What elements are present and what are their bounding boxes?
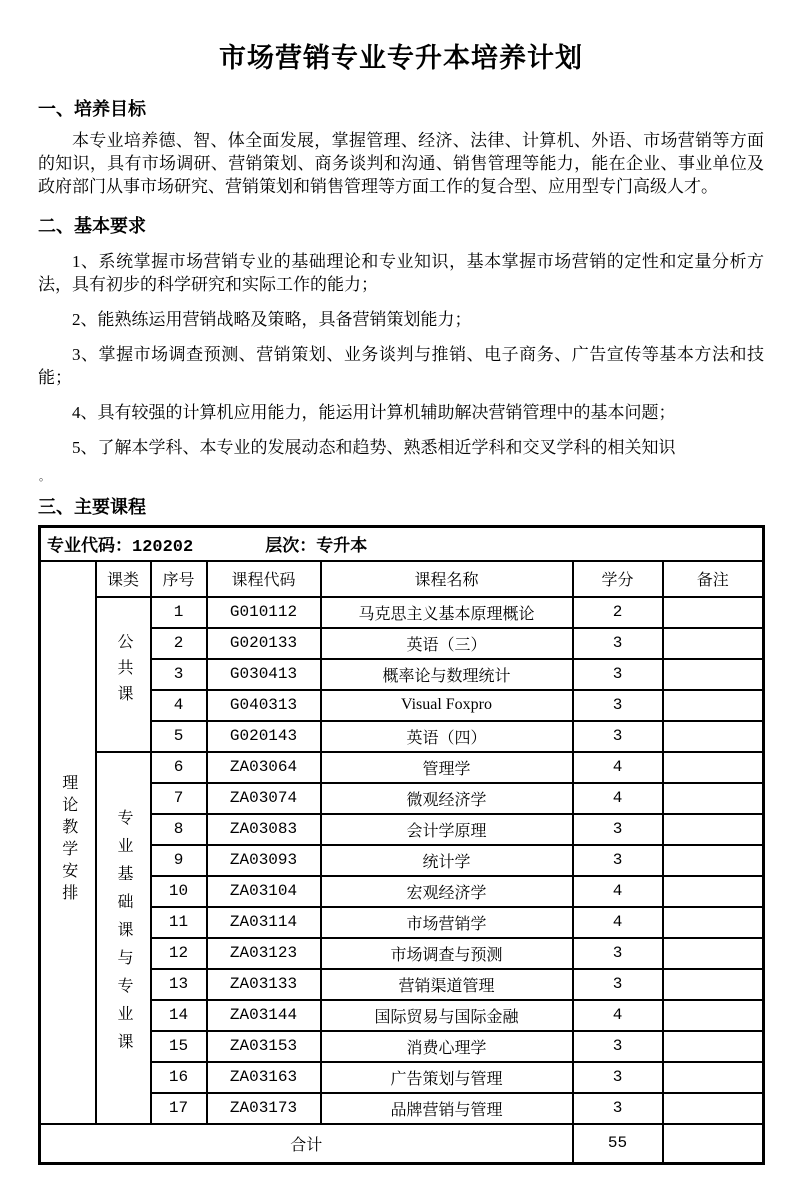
- course-name: 广告策划与管理: [321, 1062, 573, 1093]
- course-no: 16: [151, 1062, 207, 1093]
- course-name: 马克思主义基本原理概论: [321, 597, 573, 628]
- col-header-name: 课程名称: [321, 561, 573, 597]
- requirement-item: 1、系统掌握市场营销专业的基础理论和专业知识，基本掌握市场营销的定性和定量分析方法，具有初步的科学研究和实际工作的能力；: [38, 252, 764, 294]
- course-code: ZA03173: [207, 1093, 321, 1124]
- course-code: ZA03133: [207, 969, 321, 1000]
- course-no: 4: [151, 690, 207, 721]
- table-meta-cell: [40, 527, 764, 561]
- course-name: Visual Foxpro: [321, 690, 573, 721]
- level-value: 专升本: [316, 535, 368, 555]
- level-label: 层次：: [265, 535, 317, 555]
- course-group-label: 专业基础课与专业课: [115, 809, 132, 1061]
- course-no: 11: [151, 907, 207, 938]
- course-code: ZA03083: [207, 814, 321, 845]
- course-name: 消费心理学: [321, 1031, 573, 1062]
- col-header-no: 序号: [151, 561, 207, 597]
- course-no: 5: [151, 721, 207, 752]
- course-no: 3: [151, 659, 207, 690]
- course-name: 概率论与数理统计: [321, 659, 573, 690]
- course-group-cell: [96, 597, 151, 752]
- course-credits: 3: [573, 814, 663, 845]
- course-code: ZA03163: [207, 1062, 321, 1093]
- requirement-item: 4、具有较强的计算机应用能力，能运用计算机辅助解决营销管理中的基本问题；: [72, 403, 676, 422]
- course-row: [40, 752, 764, 783]
- course-note: [663, 659, 764, 690]
- course-credits: 3: [573, 969, 663, 1000]
- course-no: 14: [151, 1000, 207, 1031]
- table-total-row: [40, 1124, 764, 1164]
- course-note: [663, 1093, 764, 1124]
- requirement-item: 3、掌握市场调查预测、营销策划、业务谈判与推销、电子商务、广告宣传等基本方法和技能；: [38, 345, 764, 387]
- course-name: 统计学: [321, 845, 573, 876]
- course-name: 英语（四）: [321, 721, 573, 752]
- course-code: G020133: [207, 628, 321, 659]
- requirement-item: 2、能熟练运用营销战略及策略，具备营销策划能力；: [72, 310, 472, 329]
- course-no: 7: [151, 783, 207, 814]
- course-code: G020143: [207, 721, 321, 752]
- course-no: 1: [151, 597, 207, 628]
- course-credits: 3: [573, 1062, 663, 1093]
- course-credits: 4: [573, 907, 663, 938]
- course-credits: 3: [573, 690, 663, 721]
- course-credits: 2: [573, 597, 663, 628]
- section-requirements-heading: 二、基本要求: [38, 216, 146, 236]
- course-no: 17: [151, 1093, 207, 1124]
- section-objectives-heading: 一、培养目标: [38, 99, 146, 119]
- course-note: [663, 938, 764, 969]
- major-code-value: 120202: [132, 537, 194, 557]
- course-code: ZA03064: [207, 752, 321, 783]
- objectives-paragraph: 本专业培养德、智、体全面发展，掌握管理、经济、法律、计算机、外语、市场营销等方面的知识，具有市场调研、营销策划、商务谈判和沟通、销售管理等能力，能在企业、事业单位及政府部门从事市场研究、营销策划和销售管理等方面工作的复合型、应用型专门高级人才。: [38, 131, 764, 196]
- course-name: 微观经济学: [321, 783, 573, 814]
- course-code: G010112: [207, 597, 321, 628]
- course-credits: 3: [573, 1093, 663, 1124]
- course-note: [663, 783, 764, 814]
- course-no: 9: [151, 845, 207, 876]
- course-note: [663, 721, 764, 752]
- table-meta-row: [40, 527, 764, 561]
- requirement-trailing-punctuation: 。: [39, 471, 50, 483]
- requirement-item: 5、了解本学科、本专业的发展动态和趋势、熟悉相近学科和交叉学科的相关知识: [72, 438, 676, 457]
- col-header-category: 课类: [96, 561, 151, 597]
- total-credits-cell: 55: [573, 1124, 663, 1164]
- course-credits: 4: [573, 783, 663, 814]
- course-no: 10: [151, 876, 207, 907]
- course-group-label: 公共课: [115, 632, 132, 711]
- course-code: ZA03144: [207, 1000, 321, 1031]
- course-name: 品牌营销与管理: [321, 1093, 573, 1124]
- course-group-cell: [96, 752, 151, 1124]
- left-axis-label: 理论教学安排: [59, 773, 77, 906]
- course-note: [663, 845, 764, 876]
- course-note: [663, 1062, 764, 1093]
- col-header-credits: 学分: [573, 561, 663, 597]
- course-note: [663, 876, 764, 907]
- course-name: 英语（三）: [321, 628, 573, 659]
- course-name: 市场营销学: [321, 907, 573, 938]
- course-note: [663, 597, 764, 628]
- total-label-cell: 合计: [40, 1124, 573, 1164]
- course-code: ZA03123: [207, 938, 321, 969]
- course-credits: 3: [573, 938, 663, 969]
- course-note: [663, 628, 764, 659]
- course-table: [38, 525, 765, 1165]
- course-note: [663, 907, 764, 938]
- course-note: [663, 1000, 764, 1031]
- page-title: 市场营销专业专升本培养计划: [219, 43, 583, 73]
- col-header-note: 备注: [663, 561, 764, 597]
- col-header-code: 课程代码: [207, 561, 321, 597]
- course-row: [40, 597, 764, 628]
- major-code-label: 专业代码：: [47, 535, 132, 555]
- course-note: [663, 1031, 764, 1062]
- course-credits: 4: [573, 876, 663, 907]
- course-no: 6: [151, 752, 207, 783]
- left-axis-cell: [40, 561, 96, 1124]
- course-name: 市场调查与预测: [321, 938, 573, 969]
- course-no: 8: [151, 814, 207, 845]
- course-note: [663, 690, 764, 721]
- course-credits: 4: [573, 1000, 663, 1031]
- course-credits: 3: [573, 721, 663, 752]
- course-credits: 3: [573, 659, 663, 690]
- course-code: ZA03074: [207, 783, 321, 814]
- course-name: 会计学原理: [321, 814, 573, 845]
- course-note: [663, 814, 764, 845]
- course-credits: 3: [573, 628, 663, 659]
- section-courses-heading: 三、主要课程: [38, 497, 146, 517]
- course-note: [663, 752, 764, 783]
- course-note: [663, 969, 764, 1000]
- total-note-cell: [663, 1124, 764, 1164]
- table-header-row: [40, 561, 764, 597]
- course-no: 2: [151, 628, 207, 659]
- course-name: 营销渠道管理: [321, 969, 573, 1000]
- course-name: 宏观经济学: [321, 876, 573, 907]
- course-no: 15: [151, 1031, 207, 1062]
- course-code: ZA03093: [207, 845, 321, 876]
- course-no: 13: [151, 969, 207, 1000]
- course-name: 管理学: [321, 752, 573, 783]
- course-credits: 4: [573, 752, 663, 783]
- course-credits: 3: [573, 845, 663, 876]
- course-code: ZA03104: [207, 876, 321, 907]
- course-credits: 3: [573, 1031, 663, 1062]
- course-code: G030413: [207, 659, 321, 690]
- course-no: 12: [151, 938, 207, 969]
- course-code: G040313: [207, 690, 321, 721]
- course-code: ZA03114: [207, 907, 321, 938]
- course-name: 国际贸易与国际金融: [321, 1000, 573, 1031]
- course-code: ZA03153: [207, 1031, 321, 1062]
